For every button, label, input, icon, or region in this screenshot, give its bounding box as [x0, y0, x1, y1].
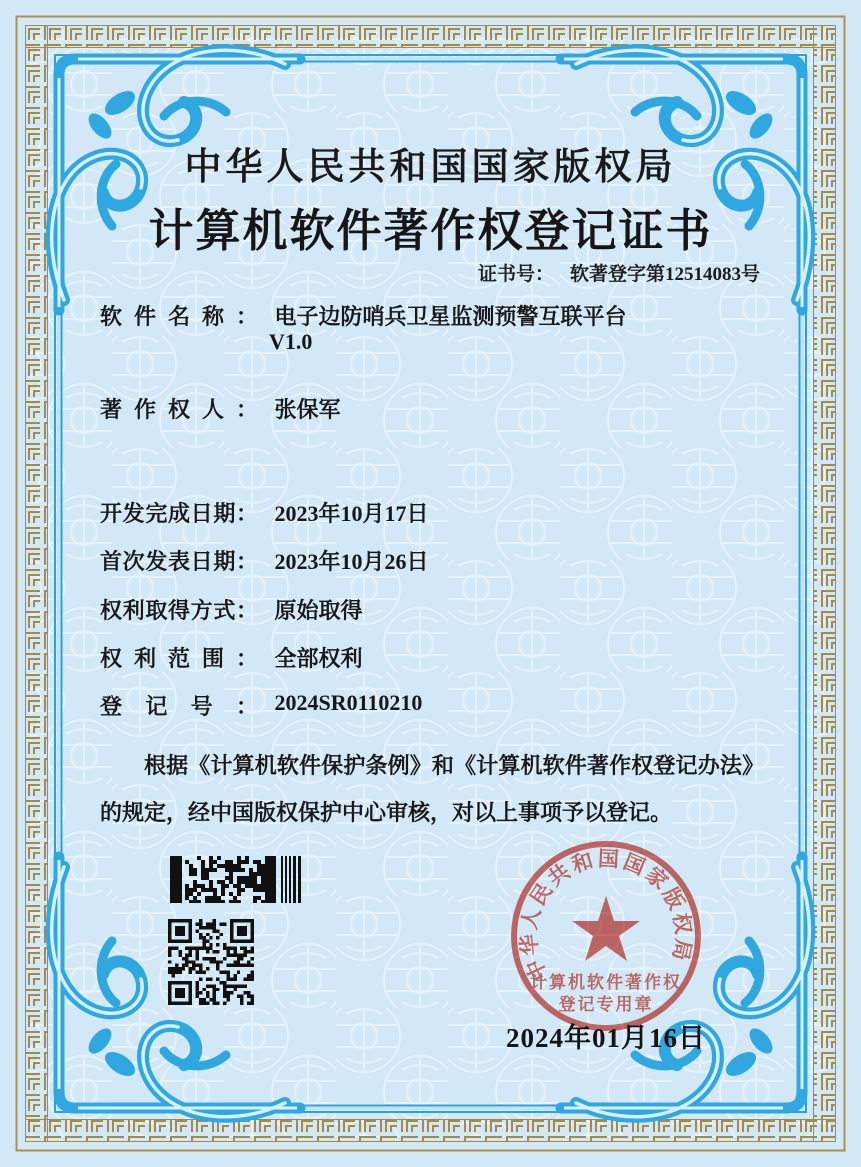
registration-statement: 根据《计算机软件保护条例》和《计算机软件著作权登记办法》的规定，经中国版权保护中心审核，对以上事项予以登记。	[100, 753, 764, 825]
field-row-rights-scope	[100, 642, 363, 673]
field-label: 著作权人：	[100, 397, 258, 422]
field-value: 电子边防哨兵卫星监测预警互联平台	[274, 304, 627, 329]
seal-text-line2: 登记专用章	[558, 995, 654, 1014]
issue-date: 2024年01月16日	[506, 1023, 706, 1053]
certificate-title: 计算机软件著作权登记证书	[148, 206, 713, 256]
field-row-copyright-owner	[100, 393, 341, 424]
field-value: 全部权利	[274, 646, 363, 671]
field-row-software-name	[100, 300, 627, 331]
field-label: 权利范围：	[100, 646, 258, 671]
seal-text-line1: 计算机软件著作权	[530, 973, 682, 992]
field-label: 软件名称：	[100, 304, 258, 329]
red-star-icon	[572, 896, 640, 961]
seal-arc-text: 中华人民共和国国家版权局	[516, 846, 696, 985]
field-label: 权利取得方式：	[100, 598, 258, 623]
field-value: 2023年10月17日	[274, 501, 429, 526]
certificate-number	[478, 259, 760, 286]
field-row-rights-acquisition	[100, 594, 363, 625]
field-label: 开发完成日期：	[100, 501, 258, 526]
certificate-number-value: 软著登字第12514083号	[569, 264, 760, 285]
field-row-first-publish-date	[100, 545, 429, 576]
field-value: 2024SR0110210	[274, 690, 423, 715]
field-label: 登记号：	[100, 694, 258, 719]
field-row-registration-number	[100, 690, 422, 721]
field-value: 张保军	[274, 397, 341, 422]
software-version: V1.0	[269, 329, 313, 354]
barcode	[170, 856, 304, 903]
certificate-number-label: 证书号：	[477, 264, 554, 285]
field-label: 首次发表日期：	[100, 549, 258, 574]
field-value: 2023年10月26日	[274, 549, 429, 574]
field-value: 原始取得	[274, 598, 363, 623]
authority-title: 中华人民共和国国家版权局	[184, 147, 677, 188]
field-row-dev-complete-date	[100, 497, 429, 528]
qr-code	[168, 919, 254, 1005]
